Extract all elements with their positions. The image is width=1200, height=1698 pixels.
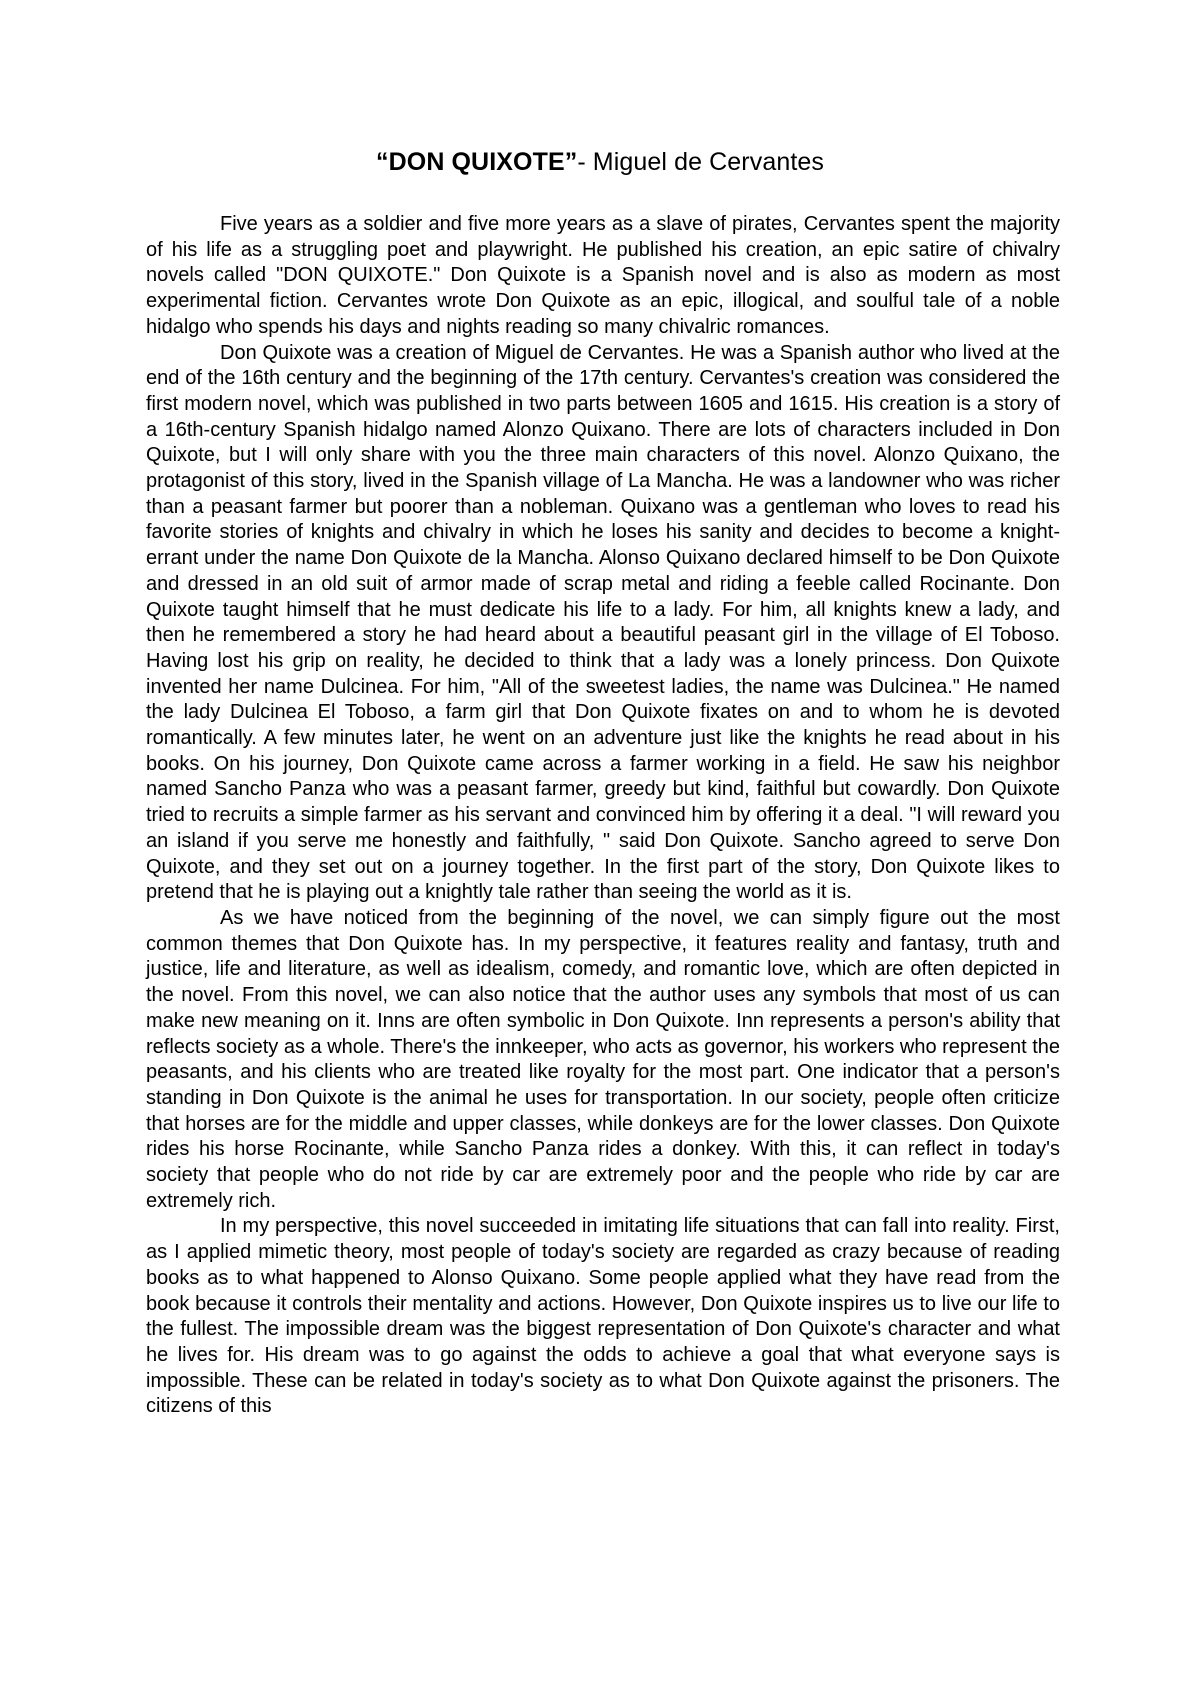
paragraph-3: As we have noticed from the beginning of the novel, we can simply figure out the most common themes that Don Quixote has. In my perspective, it features reality and fantasy, truth and justice, life and literature, as well as idealism, comedy, and romantic love, which are often depicted in the novel. From this novel, we can also notice that the author uses any symbols that most of us can make new meaning on it. Inns are often symbolic in Don Quixote. Inn represents a person's ability that reflects society as a whole. There's the innkeeper, who acts as governor, his workers who represent the peasants, and his clients who are treated like royalty for the most part. One indicator that a person's standing in Don Quixote is the animal he uses for transportation. In our society, people often criticize that horses are for the middle and upper classes, while donkeys are for the lower classes. Don Quixote rides his horse Rocinante, while Sancho Panza rides a donkey. With this, it can reflect in today's society that people who do not ride by car are extremely poor and the people who ride by car are extremely rich.	[146, 906, 1060, 1212]
document-title	[0, 148, 1200, 177]
document-body	[146, 212, 1060, 1420]
paragraph-4: In my perspective, this novel succeeded in imitating life situations that can fall into reality. First, as I applied mimetic theory, most people of today's society are regarded as crazy because of reading books as to what happened to Alonso Quixano. Some people applied what they have read from the book because it controls their mentality and actions. However, Don Quixote inspires us to live our life to the fullest. The impossible dream was the biggest representation of Don Quixote's character and what he lives for. His dream was to go against the odds to achieve a goal that what everyone says is impossible. These can be related in today's society as to what Don Quixote against the prisoners. The citizens of this	[146, 1215, 1060, 1418]
title-author-part: - Miguel de Cervantes	[577, 148, 824, 176]
paragraph-2: Don Quixote was a creation of Miguel de Cervantes. He was a Spanish author who lived at the end of the 16th century and the beginning of the 17th century. Cervantes's creation was considered the first modern novel, which was published in two parts between 1605 and 1615. His creation is a story of a 16th-century Spanish hidalgo named Alonzo Quixano. There are lots of characters included in Don Quixote, but I will only share with you the three main characters of this novel. Alonzo Quixano, the protagonist of this story, lived in the Spanish village of La Mancha. He was a landowner who was richer than a peasant farmer but poorer than a nobleman. Quixano was a gentleman who loves to read his favorite stories of knights and chivalry in which he loses his sanity and decides to become a knight-errant under the name Don Quixote de la Mancha. Alonso Quixano declared himself to be Don Quixote and dressed in an old suit of armor made of scrap metal and riding a feeble called Rocinante. Don Quixote taught himself that he must dedicate his life to a lady. For him, all knights knew a lady, and then he remembered a story he had heard about a beautiful peasant girl in the village of El Toboso. Having lost his grip on reality, he decided to think that a lady was a lonely princess. Don Quixote invented her name Dulcinea. For him, "All of the sweetest ladies, the name was Dulcinea." He named the lady Dulcinea El Toboso, a farm girl that Don Quixote fixates on and to whom he is devoted romantically. A few minutes later, he went on an adventure just like the knights he read about in his books. On his journey, Don Quixote came across a farmer working in a field. He saw his neighbor named Sancho Panza who was a peasant farmer, greedy but kind, faithful but cowardly. Don Quixote tried to recruits a simple farmer as his servant and convinced him by offering it a deal. "I will reward you an island if you serve me honestly and faithfully, " said Don Quixote. Sancho agreed to serve Don Quixote, and they set out on a journey together. In the first part of the story, Don Quixote likes to pretend that he is playing out a knightly tale rather than seeing the world as it is.	[146, 341, 1060, 904]
paragraph-1: Five years as a soldier and five more years as a slave of pirates, Cervantes spent the majority of his life as a struggling poet and playwright. He published his creation, an epic satire of chivalry novels called "DON QUIXOTE." Don Quixote is a Spanish novel and is also as modern as most experimental fiction. Cervantes wrote Don Quixote as an epic, illogical, and soulful tale of a noble hidalgo who spends his days and nights reading so many chivalric romances.	[146, 213, 1060, 338]
title-bold-part: “DON QUIXOTE”	[376, 148, 578, 176]
